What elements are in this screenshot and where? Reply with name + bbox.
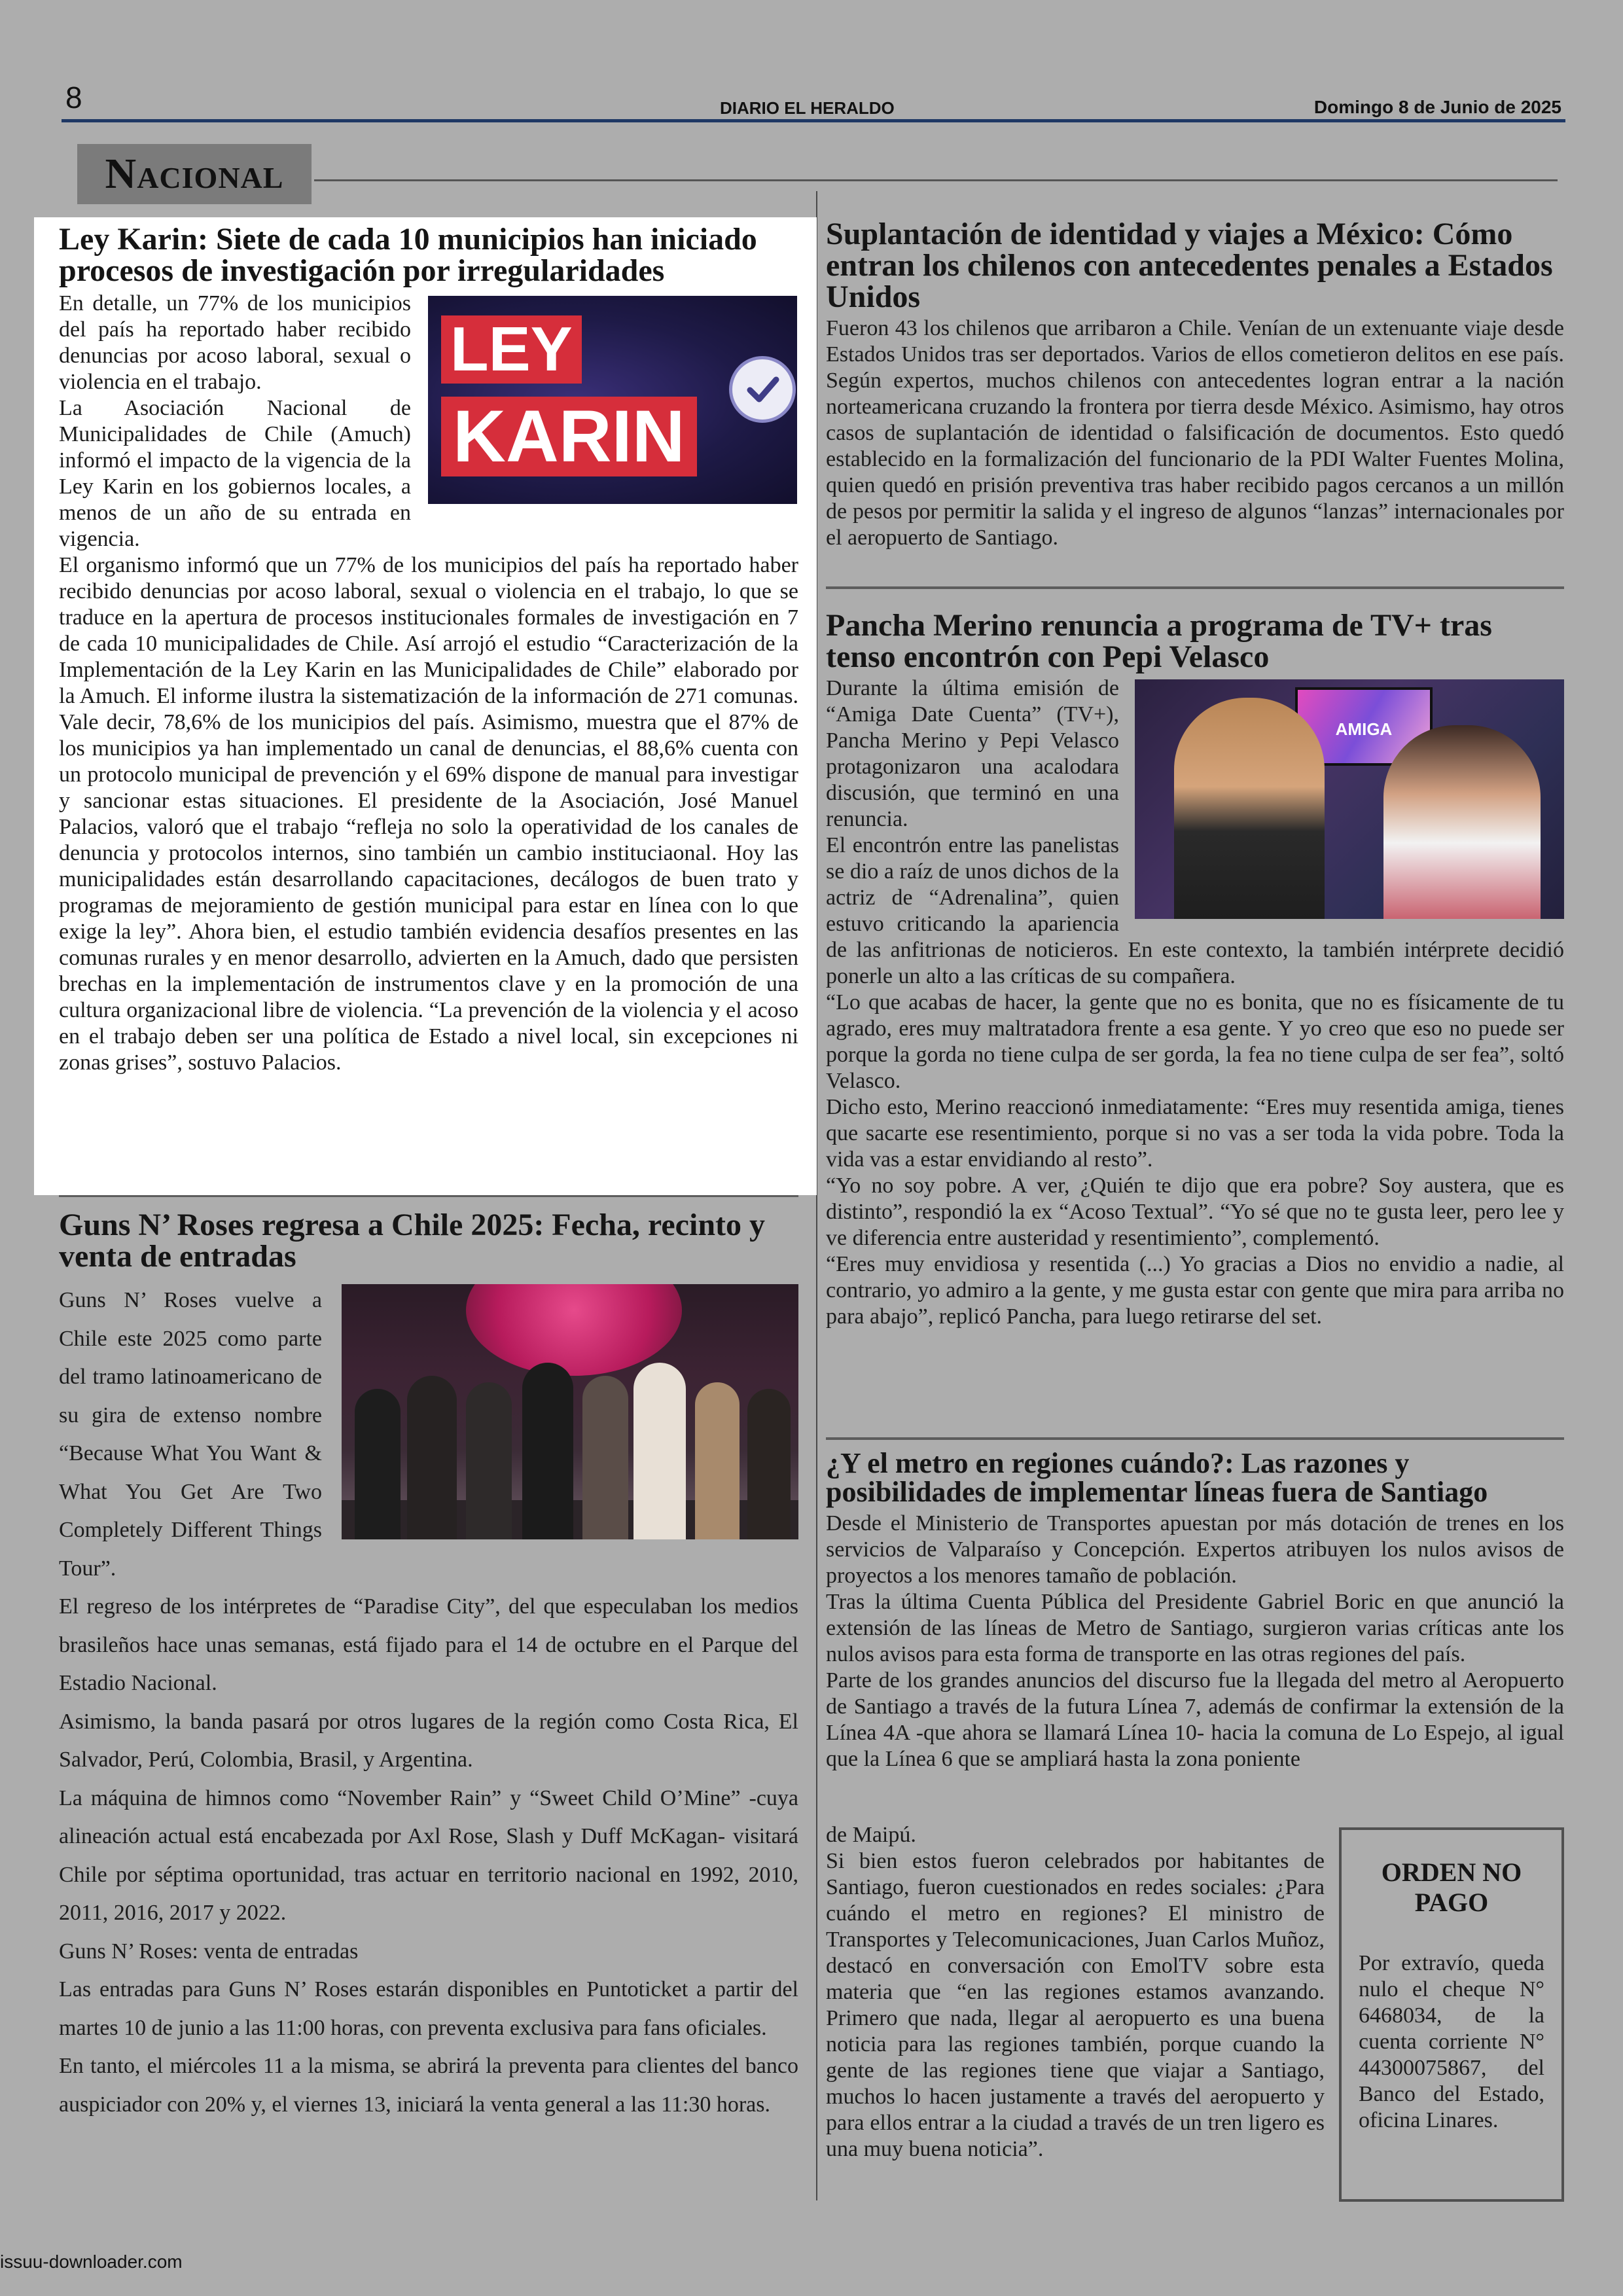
- notice-text: Por extravío, queda nulo el cheque N° 6468034, de la cuenta corriente N° 44300075867, del Banco del Estado, oficina Linares.: [1359, 1951, 1544, 2132]
- paragraph: Si bien estos fueron celebrados por habitantes de Santiago, fueron cuestionados en redes sociales: ¿Para cuándo el metro en regiones? El ministro de Transportes y Telecomunicaciones, Juan Carlos Muñoz, destacó en conversación con EmolTV sobre esta materia que “en las regiones estamos avanzando. Primero que nada, llegar al aeropuerto es una buena noticia para las regiones también, porque cuando la gente de las regiones tiene que viajar a Santiago, muchos lo hacen justamente a través del aeropuerto y para ellos entrar a la ciudad a través de un tren ligero es una muy buena noticia”.: [826, 1849, 1325, 2161]
- paragraph: Asimismo, la banda pasará por otros lugares de la región como Costa Rica, El Salvador, Perú, Colombia, Brasil, y Argentina.: [59, 1709, 798, 1772]
- article-separator: [59, 1195, 798, 1197]
- paragraph: En tanto, el miércoles 11 a la misma, se abrirá la preventa para clientes del banco auspiciador con 20% y, el viernes 13, iniciará la venta general a las 11:30 horas.: [59, 2054, 798, 2117]
- band-member: [466, 1382, 512, 1539]
- paragraph: Las entradas para Guns N’ Roses estarán disponibles en Puntoticket a partir del martes 10 de junio a las 11:00 horas, con preventa exclusiva para fans oficiales.: [59, 1977, 798, 2040]
- article-body: [826, 675, 1564, 1330]
- article-separator: [826, 1437, 1564, 1440]
- article-metro-continued: [826, 1822, 1325, 2162]
- article-headline: Pancha Merino renuncia a programa de TV+ tras tenso encontrón con Pepi Velasco: [826, 608, 1492, 674]
- paragraph: Desde el Ministerio de Transportes apuestan por más dotación de trenes en los servicios de Valparaíso y Concepción. Expertos atribuyen los nulos avisos de proyectos a los menores tamaño de población.: [826, 1511, 1564, 1588]
- paragraph: Parte de los grandes anuncios del discurso fue la llegada del metro al Aeropuerto de Santiago a través de la futura Línea 7, además de confirmar la extensión de la Línea 4A -que ahora se llamará Línea 10- hacia la comuna de Lo Espejo, al igual que la Línea 6 que se ampliará hasta la zona poniente: [826, 1668, 1564, 1771]
- paragraph: “Lo que acabas de hacer, la gente que no es bonita, que no es físicamente de tu agrado, eres muy maltratadora frente a esa gente. Y yo creo que eso no puede ser porque la gorda no tiene culpa de ser gorda, la fea no tiene culpa de ser fea”, soltó Velasco.: [826, 990, 1564, 1093]
- article-suplantacion: [826, 219, 1564, 551]
- article-body: [59, 1282, 798, 2124]
- article-guns-n-roses: [59, 1210, 798, 2124]
- article-headline: Ley Karin: Siete de cada 10 municipios han iniciado procesos de investigación por irregularidades: [59, 222, 757, 288]
- panelist-left: [1174, 698, 1325, 919]
- notice-title: ORDEN NO PAGO: [1381, 1857, 1522, 1917]
- page-number: 8: [65, 81, 82, 115]
- band-member: [522, 1363, 573, 1539]
- article-headline: Suplantación de identidad y viajes a México: Cómo entran los chilenos con antecedentes penales a Estados Unidos: [826, 217, 1553, 314]
- article-metro-regiones: [826, 1449, 1564, 1772]
- paragraph: Durante la última emisión de “Amiga Date Cuenta” (TV+), Pancha Merino y Pepi Velasco protagonizaron una acalodara discusión, que terminó en una renuncia.: [826, 676, 1119, 831]
- paragraph: “Yo no soy pobre. A ver, ¿Quién te dijo que era pobre? Soy austera, que es distinto”, respondió la ex “Acoso Textual”. “Yo sé que no te gusta leer, pero lee y ve diferencia entre austeridad y resentimiento”, complementó.: [826, 1174, 1564, 1250]
- concert-band-photo: [342, 1284, 798, 1539]
- article-body: [826, 315, 1564, 551]
- newspaper-name: DIARIO EL HERALDO: [720, 98, 895, 118]
- paragraph: El encontrón entre las panelistas se dio a raíz de unos dichos de la actriz de “Adrenalina”, quien estuvo criticando la apariencia de las anfitrionas de noticieros. En este contexto, la también intérprete decidió ponerle un alto a las críticas de su compañera.: [826, 833, 1564, 988]
- ley-tag-text: LEY: [441, 315, 582, 384]
- paragraph: “Eres muy envidiosa y resentida (...) Yo gracias a Dios no envidio a nadie, al contrario, yo admiro a la gente, y me gusta estar con gente que mira para arriba no para abajo”, replicó Pancha, para luego retirarse del set.: [826, 1252, 1564, 1329]
- section-title: Nacional: [105, 150, 284, 198]
- tv-screen-text: AMIGA: [1335, 719, 1393, 739]
- band-member: [633, 1363, 686, 1539]
- header-rule: [62, 119, 1565, 122]
- article-body: [59, 291, 798, 1076]
- article-body: [826, 1511, 1564, 1772]
- paragraph: La máquina de himnos como “November Rain” y “Sweet Child O’Mine” -cuya alineación actual está encabezada por Axl Rose, Slash y Duff McKagan- visitará Chile por séptima oportunidad, tras actuar en territorio nacional en 1992, 2010, 2011, 2016, 2017 y 2022.: [59, 1785, 798, 1925]
- paragraph: En detalle, un 77% de los municipios del país ha reportado haber recibido denuncias por acoso laboral, sexual o violencia en el trabajo.: [59, 291, 411, 394]
- paragraph: Dicho esto, Merino reaccionó inmediatamente: “Eres muy resentida amiga, tienes que sacarte ese resentimiento, porque si no vas a ser toda la vida pobre. Toda la vida vas a estar envidiando al resto”.: [826, 1095, 1564, 1172]
- paragraph: de Maipú.: [826, 1823, 916, 1847]
- paragraph: Tras la última Cuenta Pública del Presidente Gabriel Boric en que anunció la extensión de las líneas de Metro de Santiago, surgieron varias críticas ante los nulos avisos para esta forma de transporte en las otras regiones del país.: [826, 1590, 1564, 1666]
- band-member: [747, 1389, 791, 1539]
- paragraph: El organismo informó que un 77% de los municipios del país ha reportado haber recibido denuncias por acoso laboral, sexual o violencia en el trabajo, lo que se traduce en la apertura de procesos institucionales formales de investigación en 7 de cada 10 municipalidades de Chile. Así arrojó el estudio “Caracterización de la Implementación de la Ley Karin en las Municipalidades de Chile” elaborado por la Amuch. El informe ilustra la sistematización de la información de 271 comunas. Vale decir, 78,6% de los municipios del país. Asimismo, muestra que el 87% de los municipios ya han implementado un canal de denuncias, el 88,6% cuenta con un protocolo municipal de prevención y el 69% dispone de manual para investigar y sancionar estas situaciones. El presidente de la Asociación, José Manuel Palacios, valoró que el trabajo “refleja no solo la operatividad de los canales de denuncia y protocolos internos, sino también un cambio instituciaonal. Hoy las municipalidades están desarrollando capacitaciones, decálogos de buen trato y programas de mejoramiento de gestión municipal para estar en línea con lo que exige la ley”. Ahora bien, el estudio también evidencia desafíos presentes en las comunas rurales y en menor desarrollo, advierten en la Amuch, dado que persisten brechas en la implementación de instrumentos clave y en la promoción de una cultura organizacional libre de violencia. “La prevención de la violencia y el acoso en el trabajo deben ser una política de Estado a nivel local, sin excepciones ni zonas grises”, sostuvo Palacios.: [59, 553, 798, 1075]
- band-member: [695, 1382, 740, 1539]
- tv-show-photo: [1135, 679, 1564, 919]
- karin-tag-text: KARIN: [441, 397, 697, 476]
- paragraph: Guns N’ Roses vuelve a Chile este 2025 como parte del tramo latinoamericano de su gira de extenso nombre “Because What You Want & What You Get Are Two Completely Different Things Tour”.: [59, 1288, 322, 1581]
- article-headline: Guns N’ Roses regresa a Chile 2025: Fecha, recinto y venta de entradas: [59, 1208, 765, 1274]
- paragraph: Fueron 43 los chilenos que arribaron a Chile. Venían de un extenuante viaje desde Estados Unidos tras ser deportados. Varios de ellos cometieron delitos en ese país. Según expertos, muchos chilenos con antecedentes logran entrar a la nación norteamericana cruzando la frontera por tierra desde México. Asimismo, hay otros casos de suplantación de identidad o falsificación de documentos. Esto quedó establecido en la formalización del funcionario de la PDI Walter Fuentes Molina, quien quedó en prisión preventiva tras haber recibido pagos cercanos a un millón de pesos por permitir la salida y el ingreso de algunos “lanzas” internacionales por el aeropuerto de Santiago.: [826, 316, 1564, 550]
- band-logo-graphic: [466, 1284, 682, 1376]
- section-rule: [314, 179, 1558, 181]
- article-separator: [826, 586, 1564, 589]
- issue-date: Domingo 8 de Junio de 2025: [1313, 97, 1561, 117]
- check-circle-icon: [729, 356, 796, 423]
- paragraph: La Asociación Nacional de Municipalidades de Chile (Amuch) informó el impacto de la vigencia de la Ley Karin en los gobiernos locales, a menos de un año de su entrada en vigencia.: [59, 396, 411, 551]
- band-member: [407, 1376, 457, 1539]
- section-label: [77, 144, 312, 204]
- article-body: [826, 1822, 1325, 2162]
- article-headline: ¿Y el metro en regiones cuándo?: Las razones y posibilidades de implementar líneas fuera de Santiago: [826, 1447, 1488, 1508]
- orden-no-pago-notice: [1339, 1827, 1564, 2202]
- subheading: Guns N’ Roses: venta de entradas: [59, 1939, 359, 1964]
- article-ley-karin: [59, 224, 798, 1076]
- ley-karin-image: [428, 296, 797, 504]
- paragraph: El regreso de los intérpretes de “Paradise City”, del que especulaban los medios brasileños hace unas semanas, está fijado para el 14 de octubre en el Parque del Estadio Nacional.: [59, 1594, 798, 1695]
- article-pancha-merino: [826, 610, 1564, 1330]
- band-member: [582, 1376, 628, 1539]
- band-member: [355, 1389, 401, 1539]
- panelist-right: [1383, 725, 1541, 919]
- source-watermark: issuu-downloader.com: [0, 2251, 183, 2272]
